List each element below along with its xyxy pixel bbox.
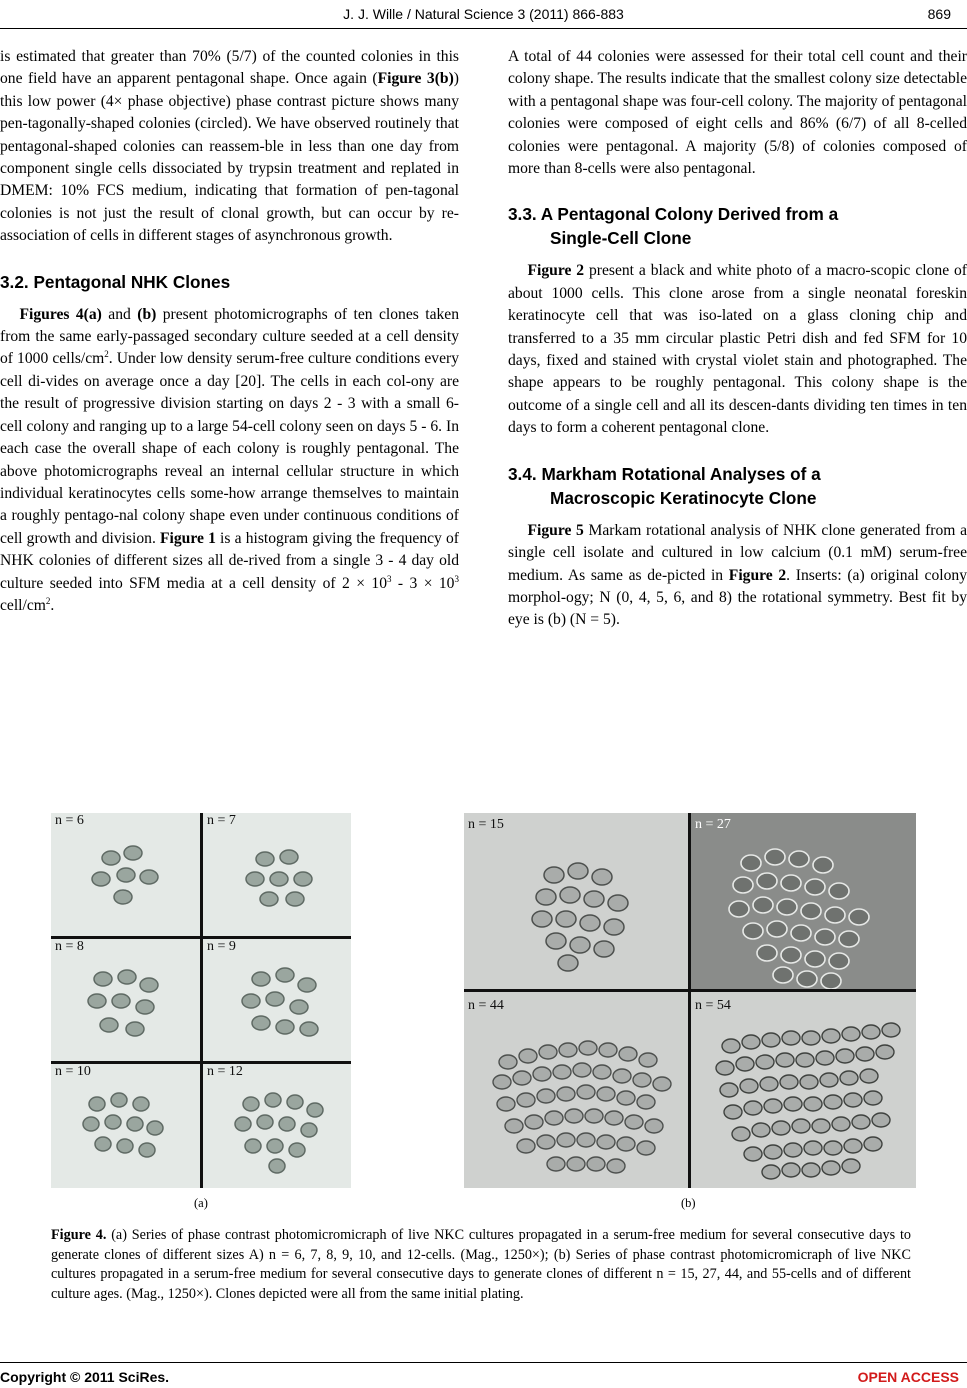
section-heading-3-4 <box>508 462 967 510</box>
paragraph-markham-analysis: Figure 5 Markam rotational analysis of NHK clone generated from a single cell isolate and cultured in low calcium (0.1 mM) serum-free medium. As same as de-picted in Figure 2. Inserts: (a) original colony morphol-ogy; N (0, 4, 5, 6, and 8) the rotational symmetry. Best fit by eye is (b) (N = 5). <box>508 521 967 629</box>
panel-label: n = 6 <box>55 813 84 828</box>
cell-colony-image <box>51 939 200 1061</box>
figure-ref: Figure 3(b) <box>377 70 454 88</box>
panel-label: n = 9 <box>207 939 236 954</box>
cell-colony-image <box>691 813 916 989</box>
paragraph-pentagonal-clones: Figures 4(a) and (b) present photomicrographs of ten clones taken from the same early-passaged secondary culture seeded at a cell density of 1000 cells/$cm^2$. Under low density serum-free culture conditions every cell di-vides on average once a day [20]. The cells in each col-ony are the result of progressive division starting on days 2 - 3 with a small 6-cell colony and ranging up to a large 54-cell colony seen on days 5 - 6. In each case the overall shape of each colony is roughly pentagonal. The above photomicrographs reveal an internal cellular structure in which individual keratinocytes cells some-how arrange themselves to maintain a roughly pentago-nal colony shape even under continuous conditions of cell growth and division. Figure 1 is a histogram giving the frequency of NHK colonies of different sizes all de-rived from a single 3 - 4 day old culture seeded into SFM media at a cell density of $2 \times 10^3 - 3 \times 10^3$ cell/$cm^2$. <box>0 305 460 614</box>
panel-label: n = 8 <box>55 939 84 954</box>
panel-label: n = 15 <box>468 817 504 832</box>
figure-ref: Figure 5 <box>527 521 584 539</box>
micrograph-panel <box>464 813 688 989</box>
subfigure-label-a: (a) <box>194 1196 208 1210</box>
panel-label: n = 12 <box>207 1064 243 1079</box>
micrograph-panel <box>203 939 351 1061</box>
caption-text: (a) Series of phase contrast photomicromicraph of live NKC cultures propagated in a serum-free medium for several consecutive days to generate clones of different sizes A) n = 6, 7, 8, 9, 10, and 12-cells. (Mag., 1250×); (b) Series of phase contrast photomicromicraph of live NKC cultures propagated in a serum-free medium for several consecutive days to generate clones of different n = 15, 27, 44, and 55-cells and of different culture ages. (Mag., 1250×). Clones depicted were all from the same initial plating. <box>51 1227 911 1302</box>
journal-citation: J. J. Wille / Natural Science 3 (2011) 866-883 <box>343 6 624 22</box>
panel-label: n = 10 <box>55 1064 91 1079</box>
running-header <box>0 0 967 32</box>
micrograph-panel <box>51 939 200 1061</box>
figure-ref: Figure 2 <box>527 262 585 280</box>
paragraph-continued: is estimated that greater than 70% (5/7) of the counted colonies in this one field have an apparent pentagonal shape. Once again (Figure 3(b)) this low power (4× phase objective) phase contrast picture shows many pen-tagonally-shaped colonies (circled). We have observed routinely that pentagonal-shaped colonies can reassem-ble in less than one day from component single cells dissociated by trypsin treatment and replated in DMEM: 10% FCS medium, indicating that formation of pen-tagonal colonies is not just the result of clonal growth, but can occur by re-association of cells in different stages of asynchronous growth. <box>0 48 459 245</box>
right-column <box>508 46 967 632</box>
subfigure-label-b: (b) <box>681 1196 696 1210</box>
cell-colony-image <box>203 813 351 936</box>
figure-ref: Figures 4(a) <box>19 305 102 323</box>
heading-line: Single-Cell Clone <box>550 228 692 249</box>
panel-label: n = 54 <box>695 998 731 1013</box>
page-footer <box>0 1362 967 1388</box>
cell-colony-image <box>691 992 916 1188</box>
left-column <box>0 46 459 617</box>
figure-caption <box>51 1226 911 1304</box>
cell-colony-image <box>203 939 351 1061</box>
micrograph-panel <box>51 1064 200 1188</box>
cell-colony-image <box>51 813 200 936</box>
section-heading-3-2: 3.2. Pentagonal NHK Clones <box>0 271 231 292</box>
caption-label: Figure 4. <box>51 1227 107 1243</box>
paragraph-colony-count: A total of 44 colonies were assessed for their total cell count and their colony shape. The results indicate that the smallest colony size detectable with a pentagonal shape was four-cell colony. The majority of pentagonal colonies were composed of eight cells and 86% (6/7) of all 8-celled colonies were pentagonal. A majority (5/8) of colonies composed of more than 8-cells were also pentagonal. <box>508 48 967 178</box>
cell-colony-image <box>464 813 688 989</box>
heading-line: Macroscopic Keratinocyte Clone <box>550 487 817 508</box>
micrograph-panel <box>51 813 200 936</box>
paragraph-single-cell-clone: Figure 2 present a black and white photo of a macro-scopic clone of about 1000 cells. This clone arose from a single neonatal foreskin keratinocyte cell that was iso-lated on a glass cloning chip and transferred to a 35 mm circular plastic Petri dish and fed SFM for 10 days, fixed and stained with crystal violet stain and photographed. The shape appears to be roughly pentagonal. This colony shape is the outcome of a single cell and all its descen-dants dividing ten times in ten days to form a coherent pentagonal clone. <box>508 262 967 437</box>
copyright-notice: Copyright © 2011 SciRes. <box>0 1369 170 1385</box>
figure-4a-micrographs <box>51 813 351 1188</box>
micrograph-panel <box>203 1064 351 1188</box>
micrograph-panel <box>691 813 916 989</box>
figure-4b-micrographs <box>464 813 916 1188</box>
panel-label: n = 27 <box>695 817 731 832</box>
figure-ref: Figure 1 <box>160 529 216 547</box>
panel-label: n = 7 <box>207 813 236 828</box>
footer-rule <box>0 1362 967 1363</box>
cell-colony-image <box>464 992 688 1188</box>
panel-label: n = 44 <box>468 998 504 1013</box>
micrograph-panel <box>203 813 351 936</box>
cell-colony-image <box>203 1064 351 1188</box>
open-access-label: OPEN ACCESS <box>857 1369 959 1385</box>
cell-colony-image <box>51 1064 200 1188</box>
micrograph-panel <box>691 992 916 1188</box>
figure-ref: (b) <box>137 305 157 323</box>
micrograph-panel <box>464 992 688 1188</box>
section-heading-3-3 <box>508 202 967 250</box>
page-number: 869 <box>927 6 951 22</box>
header-rule <box>0 28 967 29</box>
heading-line: 3.4. Markham Rotational Analyses of a <box>508 463 821 484</box>
heading-line: 3.3. A Pentagonal Colony Derived from a <box>508 204 839 225</box>
figure-ref: Figure 2 <box>728 566 787 584</box>
